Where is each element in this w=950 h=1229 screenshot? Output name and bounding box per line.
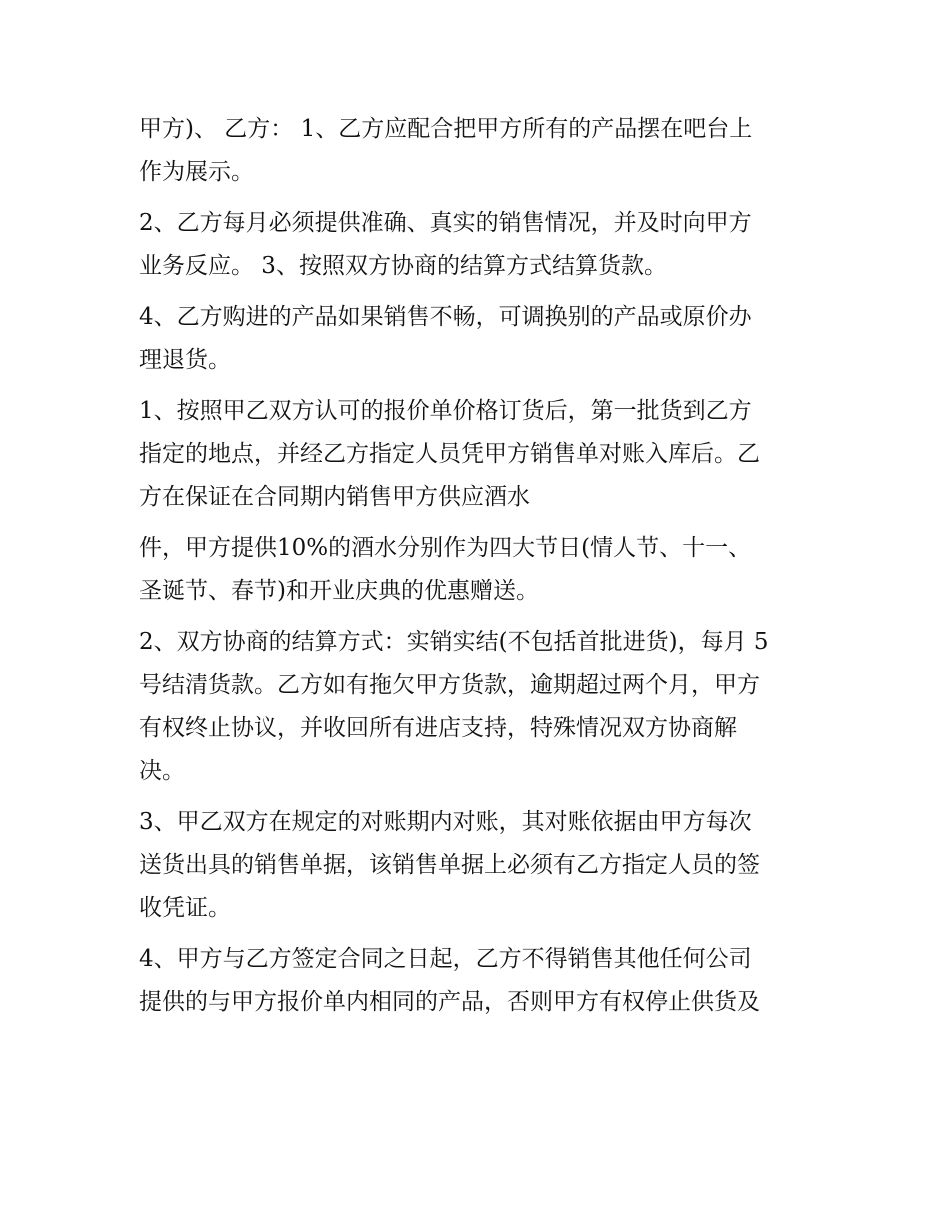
text-line: 有权终止协议，并收回所有进店支持，特殊情况双方协商解 [139, 715, 737, 741]
paragraph [139, 527, 829, 613]
text-line: 件，甲方提供10%的酒水分别作为四大节日(情人节、十一、 [139, 535, 752, 561]
paragraph [139, 108, 829, 194]
text-line: 甲方)、 乙方： 1、乙方应配合把甲方所有的产品摆在吧台上 [139, 116, 753, 142]
text-line: 2、双方协商的结算方式：实销实结(不包括首批进货)，每月 5 [139, 629, 769, 655]
text-line: 业务反应。 3、按照双方协商的结算方式结算货款。 [139, 253, 667, 279]
text-line: 2、乙方每月必须提供准确、真实的销售情况，并及时向甲方 [139, 210, 752, 236]
paragraph [139, 390, 829, 519]
text-line: 送货出具的销售单据，该销售单据上必须有乙方指定人员的签 [139, 852, 760, 878]
text-line: 4、乙方购进的产品如果销售不畅，可调换别的产品或原价办 [139, 304, 752, 330]
paragraph [139, 202, 829, 288]
text-line: 理退货。 [139, 347, 231, 373]
text-line: 3、甲乙双方在规定的对账期内对账，其对账依据由甲方每次 [139, 809, 752, 835]
document-body [139, 108, 829, 1032]
paragraph [139, 296, 829, 382]
paragraph [139, 621, 829, 793]
text-line: 决。 [139, 758, 185, 784]
text-line: 指定的地点，并经乙方指定人员凭甲方销售单对账入库后。乙 [139, 441, 760, 467]
text-line: 1、按照甲乙双方认可的报价单价格订货后，第一批货到乙方 [139, 398, 752, 424]
text-line: 4、甲方与乙方签定合同之日起，乙方不得销售其他任何公司 [139, 946, 752, 972]
text-line: 圣诞节、春节)和开业庆典的优惠赠送。 [139, 578, 539, 604]
paragraph [139, 938, 829, 1024]
text-line: 号结清货款。乙方如有拖欠甲方货款，逾期超过两个月，甲方 [139, 672, 760, 698]
paragraph [139, 801, 829, 930]
text-line: 方在保证在合同期内销售甲方供应酒水 [139, 484, 530, 510]
text-line: 作为展示。 [139, 159, 254, 185]
text-line: 收凭证。 [139, 895, 231, 921]
text-line: 提供的与甲方报价单内相同的产品，否则甲方有权停止供货及 [139, 989, 760, 1015]
